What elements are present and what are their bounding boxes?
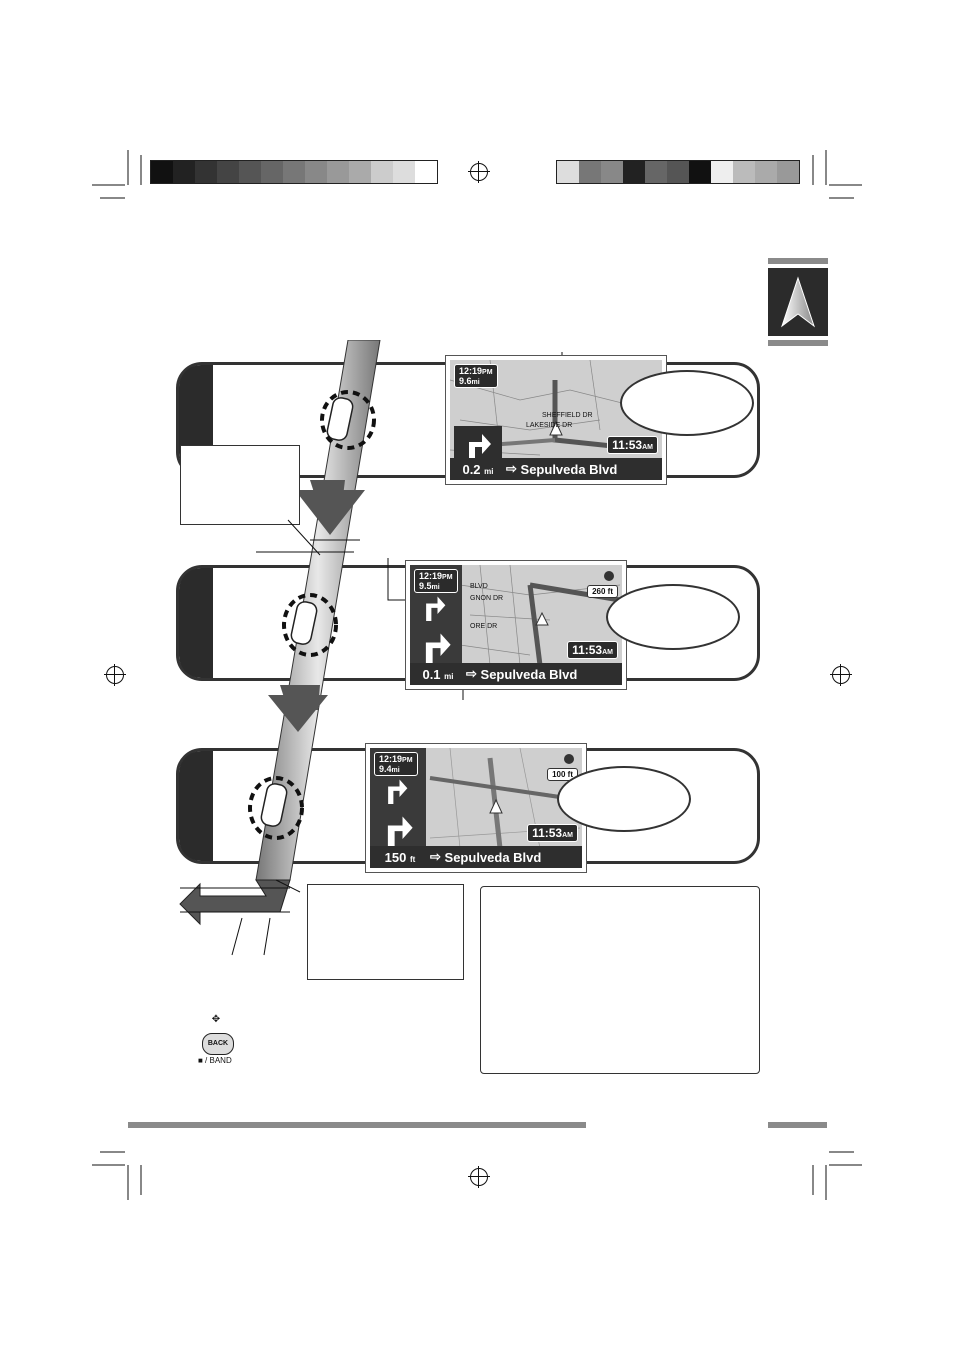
- turn-right-icon: [418, 629, 454, 665]
- clock-badge: [567, 641, 618, 659]
- next-turn-icon: [382, 776, 410, 804]
- street-name: Sepulveda Blvd: [444, 849, 542, 865]
- remaining-unit: mi: [471, 379, 480, 386]
- street-name: Sepulveda Blvd: [480, 666, 578, 682]
- distance-unit: mi: [444, 671, 454, 681]
- eta-badge: [414, 569, 458, 593]
- band-label: ■ / BAND: [198, 1056, 232, 1065]
- street-name: Sepulveda Blvd: [520, 461, 618, 477]
- eta-time: 12:19: [379, 754, 403, 764]
- street-arrow-icon: ⇨: [506, 461, 517, 476]
- guidance-bar: [450, 458, 662, 480]
- street-arrow-icon: ⇨: [466, 666, 477, 681]
- nav-screen-2: [405, 560, 627, 690]
- eta-badge: [374, 752, 418, 776]
- remaining-distance: 9.6: [459, 376, 472, 386]
- speech-bubble-3: [557, 766, 691, 832]
- eta-time: 12:19: [459, 366, 483, 376]
- eta-suffix: PM: [442, 574, 453, 581]
- eta-time: 12:19: [419, 571, 443, 581]
- guidance-bar: [410, 663, 622, 685]
- turn-right-icon: [380, 812, 416, 848]
- distance-readout: [410, 667, 466, 682]
- clock-suffix: AM: [642, 444, 653, 451]
- clock-time: 11:53: [612, 438, 643, 452]
- clock-time: 11:53: [572, 643, 603, 657]
- speech-bubble-2: [606, 584, 740, 650]
- eta-suffix: PM: [482, 369, 493, 376]
- guidance-bar: [370, 846, 582, 868]
- remaining-distance: 9.5: [419, 581, 432, 591]
- scale-badge: 260 ft: [587, 585, 618, 598]
- compass-icon: [564, 754, 574, 764]
- distance-readout: [370, 850, 430, 865]
- distance-unit: mi: [484, 466, 494, 476]
- map-street-label: SHEFFIELD DR: [542, 412, 593, 419]
- map-street-label: LAKESIDE DR: [526, 422, 573, 429]
- distance-unit: ft: [410, 854, 416, 864]
- remaining-unit: mi: [391, 767, 400, 774]
- footer-rule-right: [768, 1122, 827, 1128]
- clock-suffix: AM: [562, 832, 573, 839]
- next-turn-icon: [420, 593, 448, 621]
- clock-time: 11:53: [532, 826, 563, 840]
- remaining-distance: 9.4: [379, 764, 392, 774]
- clock-badge: [607, 436, 658, 454]
- back-button[interactable]: BACK: [202, 1033, 234, 1055]
- clock-badge: [527, 824, 578, 842]
- distance-value: 0.1: [422, 666, 441, 682]
- map-street-label: GNON DR: [470, 595, 504, 602]
- distance-value: 0.2: [462, 461, 481, 477]
- scale-badge: 100 ft: [547, 768, 578, 781]
- street-arrow-icon: ⇨: [430, 849, 441, 864]
- clock-suffix: AM: [602, 649, 613, 656]
- distance-readout: [450, 462, 506, 477]
- distance-value: 150: [384, 849, 407, 865]
- eta-badge: [454, 364, 498, 388]
- speech-bubble-1: [620, 370, 754, 436]
- compass-icon: [604, 571, 614, 581]
- map-street-label: ORE DR: [470, 623, 498, 630]
- remaining-unit: mi: [431, 584, 440, 591]
- joystick-icon: ✥: [211, 1014, 221, 1025]
- footer-rule-left: [128, 1122, 586, 1128]
- eta-suffix: PM: [402, 757, 413, 764]
- map-street-label: BLVD: [470, 583, 488, 590]
- nav-screen-3: [365, 743, 587, 873]
